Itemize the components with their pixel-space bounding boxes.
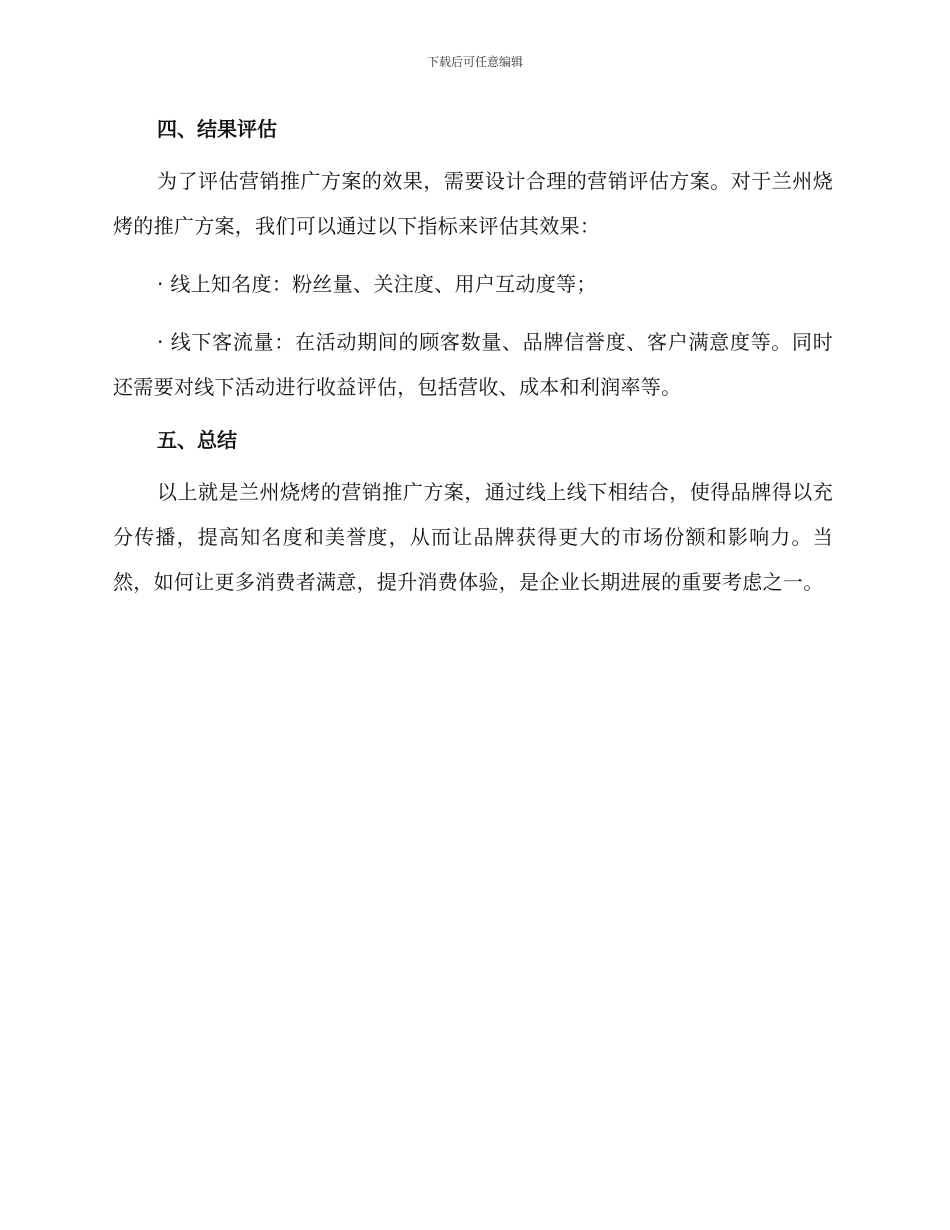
paragraph-evaluation-intro: 为了评估营销推广方案的效果，需要设计合理的营销评估方案。对于兰州烧烤的推广方案，我们可以通过以下指标来评估其效果： [113, 169, 833, 238]
document-body [113, 112, 833, 618]
section-heading-summary: 五、总结 [157, 428, 237, 452]
paragraph-summary: 以上就是兰州烧烤的营销推广方案，通过线上线下相结合，使得品牌得以充分传播，提高知名度和美誉度，从而让品牌获得更大的市场份额和影响力。当然，如何让更多消费者满意，提升消费体验，是企业长期进展的重要考虑之一。 [113, 480, 833, 594]
bullet-online-awareness: · 线上知名度：粉丝量、关注度、用户互动度等； [157, 272, 597, 296]
section-heading-results: 四、结果评估 [157, 117, 277, 141]
page-header: 下载后可任意编辑 [426, 55, 523, 69]
bullet-offline-traffic: · 线下客流量：在活动期间的顾客数量、品牌信誉度、客户满意度等。同时还需要对线下活动进行收益评估，包括营收、成本和利润率等。 [113, 330, 833, 399]
